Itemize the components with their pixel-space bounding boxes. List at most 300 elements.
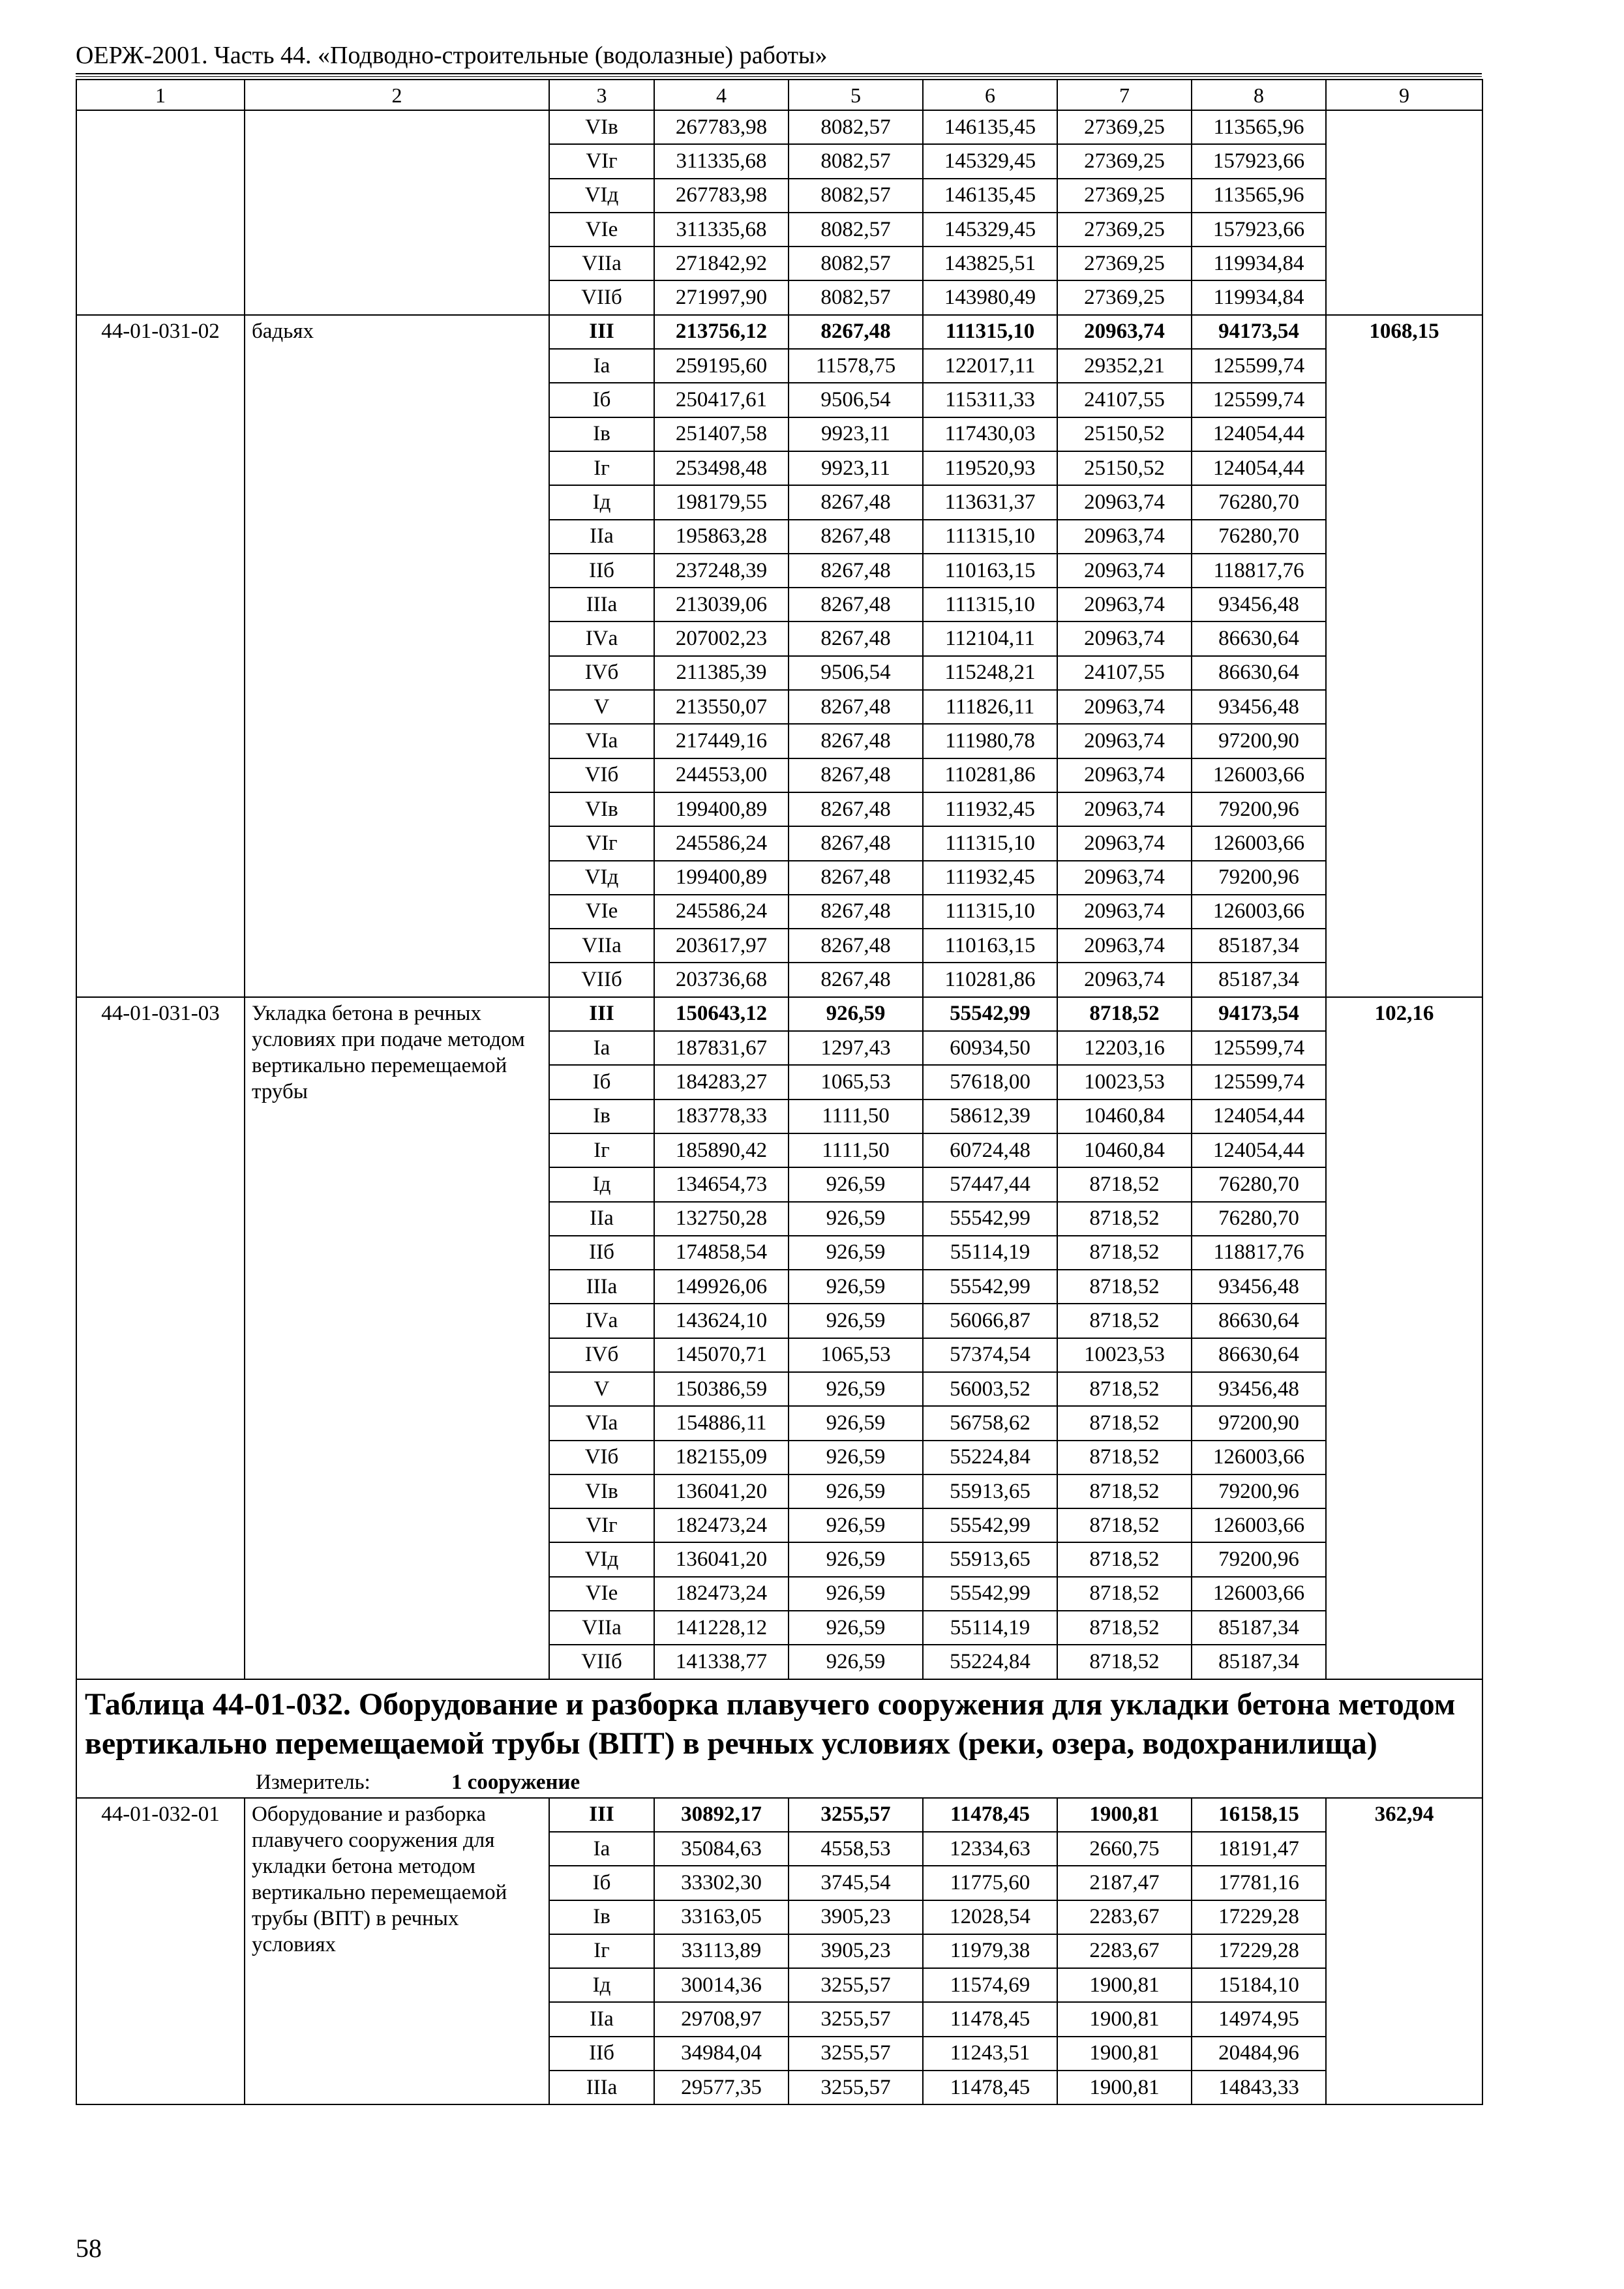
zone-code: V	[549, 690, 654, 724]
price-cell: 8267,48	[789, 861, 923, 895]
price-cell: 24107,55	[1057, 656, 1192, 690]
price-cell: 926,59	[789, 1270, 923, 1304]
table-row	[76, 110, 1482, 144]
price-cell: 55542,99	[923, 997, 1057, 1031]
price-cell: 136041,20	[654, 1542, 789, 1576]
price-cell: 8718,52	[1057, 1474, 1192, 1508]
price-cell: 30014,36	[654, 1968, 789, 2002]
item-code: 44-01-032-01	[76, 1798, 245, 2105]
price-cell: 8267,48	[789, 315, 923, 349]
zone-code: VIд	[549, 1542, 654, 1576]
price-cell: 86630,64	[1192, 1304, 1326, 1338]
price-cell: 3905,23	[789, 1900, 923, 1934]
price-cell: 8718,52	[1057, 1542, 1192, 1576]
price-cell: 58612,39	[923, 1100, 1057, 1133]
price-cell: 125599,74	[1192, 1065, 1326, 1099]
price-cell: 110281,86	[923, 963, 1057, 996]
price-cell: 33302,30	[654, 1866, 789, 1900]
price-cell: 29577,35	[654, 2071, 789, 2104]
price-cell: 1297,43	[789, 1031, 923, 1065]
price-cell: 3255,57	[789, 2037, 923, 2071]
price-cell: 8082,57	[789, 179, 923, 213]
price-cell: 1900,81	[1057, 1798, 1192, 1832]
zone-code: VIа	[549, 1406, 654, 1440]
price-cell: 111980,78	[923, 724, 1057, 758]
price-cell: 203736,68	[654, 963, 789, 996]
price-cell: 8267,48	[789, 929, 923, 963]
price-cell: 55114,19	[923, 1236, 1057, 1270]
zone-code: III	[549, 997, 654, 1031]
price-cell: 157923,66	[1192, 144, 1326, 178]
zone-code: VIе	[549, 895, 654, 929]
price-cell: 1111,50	[789, 1133, 923, 1167]
zone-code: Iд	[549, 1968, 654, 2002]
price-cell: 111315,10	[923, 826, 1057, 860]
price-cell: 55224,84	[923, 1441, 1057, 1474]
price-cell: 1900,81	[1057, 1968, 1192, 2002]
price-cell: 11478,45	[923, 1798, 1057, 1832]
price-cell: 124054,44	[1192, 1100, 1326, 1133]
price-cell: 199400,89	[654, 792, 789, 826]
price-cell: 125599,74	[1192, 1031, 1326, 1065]
price-cell: 9923,11	[789, 451, 923, 485]
price-cell: 183778,33	[654, 1100, 789, 1133]
price-cell: 2187,47	[1057, 1866, 1192, 1900]
zone-code: IIIа	[549, 588, 654, 621]
price-cell: 8082,57	[789, 144, 923, 178]
price-cell: 97200,90	[1192, 724, 1326, 758]
price-cell: 145329,45	[923, 144, 1057, 178]
price-cell: 8718,52	[1057, 1645, 1192, 1679]
price-cell: 245586,24	[654, 826, 789, 860]
price-cell: 126003,66	[1192, 1508, 1326, 1542]
price-cell: 9506,54	[789, 656, 923, 690]
price-cell: 136041,20	[654, 1474, 789, 1508]
price-cell: 119520,93	[923, 451, 1057, 485]
table-row	[76, 997, 1482, 1031]
price-cell: 111315,10	[923, 895, 1057, 929]
price-cell: 111315,10	[923, 520, 1057, 554]
price-cell: 20963,74	[1057, 485, 1192, 519]
price-cell: 86630,64	[1192, 621, 1326, 655]
zone-code: Iд	[549, 1167, 654, 1201]
price-cell: 926,59	[789, 1167, 923, 1201]
price-cell: 14843,33	[1192, 2071, 1326, 2104]
zone-code: VIIа	[549, 929, 654, 963]
price-cell: 11478,45	[923, 2002, 1057, 2036]
price-cell: 126003,66	[1192, 895, 1326, 929]
price-cell: 79200,96	[1192, 1474, 1326, 1508]
zone-code: IVа	[549, 1304, 654, 1338]
price-cell: 10023,53	[1057, 1065, 1192, 1099]
item-total	[1326, 110, 1482, 315]
price-cell: 56066,87	[923, 1304, 1057, 1338]
price-cell: 926,59	[789, 1236, 923, 1270]
column-number: 2	[245, 80, 549, 110]
zone-code: IIа	[549, 2002, 654, 2036]
price-cell: 2283,67	[1057, 1934, 1192, 1968]
column-number: 5	[789, 80, 923, 110]
price-cell: 27369,25	[1057, 247, 1192, 280]
price-cell: 85187,34	[1192, 963, 1326, 996]
price-cell: 182473,24	[654, 1508, 789, 1542]
price-cell: 20963,74	[1057, 861, 1192, 895]
price-cell: 3255,57	[789, 2071, 923, 2104]
price-cell: 12028,54	[923, 1900, 1057, 1934]
price-cell: 76280,70	[1192, 1167, 1326, 1201]
price-cell: 113631,37	[923, 485, 1057, 519]
item-total: 1068,15	[1326, 315, 1482, 997]
zone-code: VIг	[549, 826, 654, 860]
price-cell: 253498,48	[654, 451, 789, 485]
price-cell: 8082,57	[789, 280, 923, 314]
price-cell: 143624,10	[654, 1304, 789, 1338]
price-cell: 8082,57	[789, 110, 923, 144]
price-cell: 3255,57	[789, 1798, 923, 1832]
measure-row	[76, 1769, 1482, 1798]
item-code: 44-01-031-03	[76, 997, 245, 1679]
zone-code: VIIб	[549, 1645, 654, 1679]
price-cell: 10023,53	[1057, 1338, 1192, 1372]
price-cell: 8718,52	[1057, 1508, 1192, 1542]
price-cell: 8267,48	[789, 724, 923, 758]
price-cell: 154886,11	[654, 1406, 789, 1440]
price-cell: 134654,73	[654, 1167, 789, 1201]
item-description	[245, 110, 549, 315]
price-cell: 27369,25	[1057, 213, 1192, 247]
price-cell: 113565,96	[1192, 179, 1326, 213]
price-cell: 125599,74	[1192, 349, 1326, 383]
zone-code: IVб	[549, 1338, 654, 1372]
price-cell: 33113,89	[654, 1934, 789, 1968]
price-cell: 213039,06	[654, 588, 789, 621]
price-cell: 112104,11	[923, 621, 1057, 655]
price-cell: 926,59	[789, 1202, 923, 1236]
price-cell: 1065,53	[789, 1338, 923, 1372]
price-cell: 57374,54	[923, 1338, 1057, 1372]
price-cell: 1065,53	[789, 1065, 923, 1099]
price-cell: 8718,52	[1057, 1167, 1192, 1201]
price-cell: 146135,45	[923, 179, 1057, 213]
price-cell: 3255,57	[789, 2002, 923, 2036]
zone-code: Iв	[549, 1100, 654, 1133]
price-cell: 110281,86	[923, 758, 1057, 792]
price-cell: 11574,69	[923, 1968, 1057, 2002]
price-cell: 93456,48	[1192, 588, 1326, 621]
price-cell: 55913,65	[923, 1542, 1057, 1576]
price-cell: 55542,99	[923, 1508, 1057, 1542]
column-number: 1	[76, 80, 245, 110]
price-cell: 11775,60	[923, 1866, 1057, 1900]
zone-code: III	[549, 315, 654, 349]
price-cell: 271997,90	[654, 280, 789, 314]
price-cell: 8718,52	[1057, 1406, 1192, 1440]
price-cell: 2660,75	[1057, 1832, 1192, 1866]
price-cell: 150643,12	[654, 997, 789, 1031]
price-cell: 926,59	[789, 1441, 923, 1474]
zone-code: VIIа	[549, 1611, 654, 1645]
price-cell: 8267,48	[789, 520, 923, 554]
price-cell: 926,59	[789, 1474, 923, 1508]
price-cell: 237248,39	[654, 554, 789, 588]
price-cell: 926,59	[789, 1611, 923, 1645]
price-cell: 8267,48	[789, 895, 923, 929]
price-cell: 20484,96	[1192, 2037, 1326, 2071]
price-cell: 111932,45	[923, 792, 1057, 826]
price-cell: 20963,74	[1057, 554, 1192, 588]
zone-code: VIб	[549, 1441, 654, 1474]
price-cell: 259195,60	[654, 349, 789, 383]
header-rule	[76, 73, 1482, 74]
price-cell: 125599,74	[1192, 383, 1326, 417]
price-cell: 14974,95	[1192, 2002, 1326, 2036]
price-cell: 56758,62	[923, 1406, 1057, 1440]
page-number: 58	[76, 2234, 102, 2263]
price-cell: 94173,54	[1192, 997, 1326, 1031]
price-cell: 29708,97	[654, 2002, 789, 2036]
price-cell: 11578,75	[789, 349, 923, 383]
price-cell: 85187,34	[1192, 1645, 1326, 1679]
price-cell: 3745,54	[789, 1866, 923, 1900]
column-number-row	[76, 80, 1482, 110]
column-number: 9	[1326, 80, 1482, 110]
price-cell: 60934,50	[923, 1031, 1057, 1065]
price-cell: 18191,47	[1192, 1832, 1326, 1866]
rates-table	[76, 79, 1483, 2105]
item-description: Укладка бетона в речных условиях при подаче методом вертикально перемещаемой трубы	[245, 997, 549, 1679]
price-cell: 926,59	[789, 1577, 923, 1611]
price-cell: 76280,70	[1192, 1202, 1326, 1236]
price-cell: 20963,74	[1057, 929, 1192, 963]
price-cell: 203617,97	[654, 929, 789, 963]
price-cell: 157923,66	[1192, 213, 1326, 247]
price-cell: 8082,57	[789, 247, 923, 280]
price-cell: 30892,17	[654, 1798, 789, 1832]
price-cell: 56003,52	[923, 1372, 1057, 1406]
measure-cell	[76, 1769, 1482, 1798]
price-cell: 119934,84	[1192, 280, 1326, 314]
price-cell: 8718,52	[1057, 1372, 1192, 1406]
zone-code: VIг	[549, 144, 654, 178]
price-cell: 20963,74	[1057, 895, 1192, 929]
price-cell: 93456,48	[1192, 1372, 1326, 1406]
price-cell: 182155,09	[654, 1441, 789, 1474]
price-cell: 27369,25	[1057, 110, 1192, 144]
price-cell: 85187,34	[1192, 929, 1326, 963]
price-cell: 9923,11	[789, 417, 923, 451]
price-cell: 79200,96	[1192, 792, 1326, 826]
price-cell: 20963,74	[1057, 315, 1192, 349]
zone-code: IVб	[549, 656, 654, 690]
zone-code: IIб	[549, 1236, 654, 1270]
price-cell: 85187,34	[1192, 1611, 1326, 1645]
price-cell: 1900,81	[1057, 2002, 1192, 2036]
price-cell: 311335,68	[654, 144, 789, 178]
price-cell: 2283,67	[1057, 1900, 1192, 1934]
price-cell: 27369,25	[1057, 280, 1192, 314]
price-cell: 211385,39	[654, 656, 789, 690]
column-number: 7	[1057, 80, 1192, 110]
price-cell: 117430,03	[923, 417, 1057, 451]
price-cell: 141338,77	[654, 1645, 789, 1679]
price-cell: 8267,48	[789, 554, 923, 588]
price-cell: 245586,24	[654, 895, 789, 929]
price-cell: 251407,58	[654, 417, 789, 451]
zone-code: VIв	[549, 110, 654, 144]
price-cell: 8082,57	[789, 213, 923, 247]
zone-code: VIIб	[549, 280, 654, 314]
price-cell: 111315,10	[923, 315, 1057, 349]
price-cell: 8267,48	[789, 792, 923, 826]
price-cell: 213550,07	[654, 690, 789, 724]
column-number: 4	[654, 80, 789, 110]
price-cell: 1111,50	[789, 1100, 923, 1133]
item-total: 362,94	[1326, 1798, 1482, 2105]
price-cell: 79200,96	[1192, 861, 1326, 895]
price-cell: 17781,16	[1192, 1866, 1326, 1900]
price-cell: 8267,48	[789, 690, 923, 724]
price-cell: 926,59	[789, 997, 923, 1031]
zone-code: IVа	[549, 621, 654, 655]
price-cell: 926,59	[789, 1372, 923, 1406]
zone-code: Iа	[549, 1031, 654, 1065]
zone-code: VIе	[549, 213, 654, 247]
price-cell: 143825,51	[923, 247, 1057, 280]
price-cell: 20963,74	[1057, 520, 1192, 554]
price-cell: 55542,99	[923, 1270, 1057, 1304]
zone-code: VIг	[549, 1508, 654, 1542]
price-cell: 79200,96	[1192, 1542, 1326, 1576]
zone-code: V	[549, 1372, 654, 1406]
price-cell: 35084,63	[654, 1832, 789, 1866]
price-cell: 9506,54	[789, 383, 923, 417]
price-cell: 93456,48	[1192, 690, 1326, 724]
column-number: 8	[1192, 80, 1326, 110]
price-cell: 57618,00	[923, 1065, 1057, 1099]
zone-code: Iг	[549, 1934, 654, 1968]
price-cell: 199400,89	[654, 861, 789, 895]
price-cell: 20963,74	[1057, 690, 1192, 724]
price-cell: 86630,64	[1192, 656, 1326, 690]
price-cell: 27369,25	[1057, 179, 1192, 213]
item-description: Оборудование и разборка плавучего сооружения для укладки бетона методом вертикально перемещаемой трубы (ВПТ) в речных условиях	[245, 1798, 549, 2105]
price-cell: 926,59	[789, 1508, 923, 1542]
price-cell: 3255,57	[789, 1968, 923, 2002]
price-cell: 8718,52	[1057, 1577, 1192, 1611]
price-cell: 111826,11	[923, 690, 1057, 724]
zone-code: VIд	[549, 861, 654, 895]
price-cell: 8718,52	[1057, 997, 1192, 1031]
price-cell: 110163,15	[923, 929, 1057, 963]
price-cell: 16158,15	[1192, 1798, 1326, 1832]
price-cell: 10460,84	[1057, 1133, 1192, 1167]
price-cell: 1900,81	[1057, 2037, 1192, 2071]
zone-code: Iг	[549, 451, 654, 485]
price-cell: 126003,66	[1192, 1441, 1326, 1474]
price-cell: 311335,68	[654, 213, 789, 247]
zone-code: IIа	[549, 520, 654, 554]
price-cell: 143980,49	[923, 280, 1057, 314]
zone-code: III	[549, 1798, 654, 1832]
price-cell: 8718,52	[1057, 1304, 1192, 1338]
price-cell: 126003,66	[1192, 826, 1326, 860]
price-cell: 17229,28	[1192, 1900, 1326, 1934]
price-cell: 8267,48	[789, 758, 923, 792]
price-cell: 20963,74	[1057, 588, 1192, 621]
zone-code: Iв	[549, 1900, 654, 1934]
price-cell: 150386,59	[654, 1372, 789, 1406]
zone-code: Iб	[549, 1866, 654, 1900]
price-cell: 8267,48	[789, 621, 923, 655]
price-cell: 8267,48	[789, 588, 923, 621]
price-cell: 8267,48	[789, 963, 923, 996]
price-cell: 29352,21	[1057, 349, 1192, 383]
price-cell: 4558,53	[789, 1832, 923, 1866]
price-cell: 20963,74	[1057, 724, 1192, 758]
price-cell: 11243,51	[923, 2037, 1057, 2071]
price-cell: 132750,28	[654, 1202, 789, 1236]
price-cell: 126003,66	[1192, 758, 1326, 792]
price-cell: 267783,98	[654, 179, 789, 213]
zone-code: VIе	[549, 1577, 654, 1611]
price-cell: 33163,05	[654, 1900, 789, 1934]
price-cell: 122017,11	[923, 349, 1057, 383]
price-cell: 17229,28	[1192, 1934, 1326, 1968]
price-cell: 119934,84	[1192, 247, 1326, 280]
zone-code: Iб	[549, 383, 654, 417]
price-cell: 115248,21	[923, 656, 1057, 690]
price-cell: 76280,70	[1192, 520, 1326, 554]
price-cell: 11979,38	[923, 1934, 1057, 1968]
price-cell: 141228,12	[654, 1611, 789, 1645]
price-cell: 12203,16	[1057, 1031, 1192, 1065]
zone-code: Iа	[549, 1832, 654, 1866]
price-cell: 195863,28	[654, 520, 789, 554]
price-cell: 8718,52	[1057, 1270, 1192, 1304]
price-cell: 174858,54	[654, 1236, 789, 1270]
price-cell: 86630,64	[1192, 1338, 1326, 1372]
price-cell: 10460,84	[1057, 1100, 1192, 1133]
zone-code: IIIа	[549, 2071, 654, 2104]
price-cell: 55542,99	[923, 1577, 1057, 1611]
column-number: 3	[549, 80, 654, 110]
price-cell: 198179,55	[654, 485, 789, 519]
price-cell: 146135,45	[923, 110, 1057, 144]
zone-code: Iг	[549, 1133, 654, 1167]
header-rule-thin	[76, 76, 1482, 77]
price-cell: 20963,74	[1057, 826, 1192, 860]
price-cell: 3905,23	[789, 1934, 923, 1968]
price-cell: 111315,10	[923, 588, 1057, 621]
price-cell: 926,59	[789, 1406, 923, 1440]
price-cell: 149926,06	[654, 1270, 789, 1304]
price-cell: 124054,44	[1192, 451, 1326, 485]
price-cell: 24107,55	[1057, 383, 1192, 417]
price-cell: 20963,74	[1057, 792, 1192, 826]
price-cell: 267783,98	[654, 110, 789, 144]
zone-code: IIа	[549, 1202, 654, 1236]
price-cell: 55114,19	[923, 1611, 1057, 1645]
table-row	[76, 1798, 1482, 1832]
item-total: 102,16	[1326, 997, 1482, 1679]
price-cell: 187831,67	[654, 1031, 789, 1065]
price-cell: 60724,48	[923, 1133, 1057, 1167]
price-cell: 213756,12	[654, 315, 789, 349]
zone-code: Iб	[549, 1065, 654, 1099]
price-cell: 244553,00	[654, 758, 789, 792]
zone-code: VIIа	[549, 247, 654, 280]
price-cell: 250417,61	[654, 383, 789, 417]
